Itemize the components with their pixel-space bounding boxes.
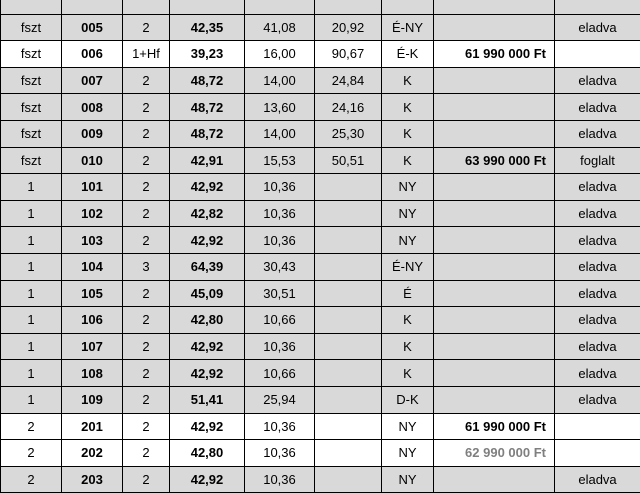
garden-cell: [315, 174, 382, 201]
unit-number-cell: 005: [62, 14, 123, 41]
orientation-cell: É-NY: [382, 253, 434, 280]
unit-number-cell: 201: [62, 413, 123, 440]
area-cell: 42,80: [170, 440, 245, 467]
floor-cell: 2: [1, 466, 62, 493]
price-cell: [434, 0, 555, 14]
orientation-cell: NY: [382, 200, 434, 227]
price-cell: 62 990 000 Ft: [434, 440, 555, 467]
status-cell: eladva: [555, 360, 640, 387]
garden-cell: 25,30: [315, 120, 382, 147]
price-cell: [434, 253, 555, 280]
rooms-cell: 3: [123, 253, 170, 280]
terrace-cell: 10,36: [245, 440, 315, 467]
garden-cell: [315, 386, 382, 413]
floor-cell: 1: [1, 360, 62, 387]
floor-cell: 1: [1, 200, 62, 227]
floor-cell: fszt: [1, 120, 62, 147]
garden-cell: [315, 413, 382, 440]
table-row: [1, 147, 640, 174]
price-cell: 61 990 000 Ft: [434, 413, 555, 440]
unit-number-cell: [62, 0, 123, 14]
rooms-cell: 2: [123, 466, 170, 493]
status-cell: eladva: [555, 120, 640, 147]
table-row: [1, 227, 640, 254]
table-row: [1, 440, 640, 467]
status-cell: eladva: [555, 14, 640, 41]
orientation-cell: K: [382, 94, 434, 121]
unit-number-cell: 104: [62, 253, 123, 280]
table-row: [1, 413, 640, 440]
garden-cell: [315, 253, 382, 280]
area-cell: 48,72: [170, 94, 245, 121]
rooms-cell: 2: [123, 440, 170, 467]
floor-cell: 1: [1, 386, 62, 413]
garden-cell: [315, 360, 382, 387]
garden-cell: 50,51: [315, 147, 382, 174]
status-cell: eladva: [555, 466, 640, 493]
unit-number-cell: 102: [62, 200, 123, 227]
floor-cell: [1, 0, 62, 14]
rooms-cell: 1+Hf: [123, 41, 170, 68]
terrace-cell: 10,36: [245, 174, 315, 201]
floor-cell: 1: [1, 307, 62, 334]
unit-number-cell: 007: [62, 67, 123, 94]
garden-cell: [315, 0, 382, 14]
table-row: [1, 280, 640, 307]
garden-cell: [315, 307, 382, 334]
status-cell: [555, 0, 640, 14]
orientation-cell: K: [382, 333, 434, 360]
orientation-cell: NY: [382, 227, 434, 254]
price-cell: [434, 67, 555, 94]
terrace-cell: 10,66: [245, 307, 315, 334]
orientation-cell: [382, 0, 434, 14]
status-cell: eladva: [555, 227, 640, 254]
rooms-cell: 2: [123, 14, 170, 41]
area-cell: 42,82: [170, 200, 245, 227]
garden-cell: [315, 280, 382, 307]
price-cell: 61 990 000 Ft: [434, 41, 555, 68]
price-cell: [434, 466, 555, 493]
orientation-cell: NY: [382, 413, 434, 440]
floor-cell: fszt: [1, 147, 62, 174]
orientation-cell: K: [382, 307, 434, 334]
table-row: [1, 94, 640, 121]
unit-number-cell: 109: [62, 386, 123, 413]
floor-cell: 2: [1, 440, 62, 467]
area-cell: 51,41: [170, 386, 245, 413]
table-row: [1, 386, 640, 413]
garden-cell: [315, 227, 382, 254]
price-cell: [434, 94, 555, 121]
status-cell: [555, 41, 640, 68]
rooms-cell: 2: [123, 333, 170, 360]
table-row: [1, 307, 640, 334]
terrace-cell: 30,51: [245, 280, 315, 307]
orientation-cell: K: [382, 120, 434, 147]
price-cell: [434, 14, 555, 41]
terrace-cell: 41,08: [245, 14, 315, 41]
garden-cell: 24,84: [315, 67, 382, 94]
unit-number-cell: 101: [62, 174, 123, 201]
rooms-cell: 2: [123, 200, 170, 227]
terrace-cell: 10,36: [245, 227, 315, 254]
terrace-cell: 10,36: [245, 413, 315, 440]
table-row: [1, 174, 640, 201]
area-cell: [170, 0, 245, 14]
terrace-cell: 15,53: [245, 147, 315, 174]
floor-cell: 2: [1, 413, 62, 440]
unit-number-cell: 105: [62, 280, 123, 307]
status-cell: eladva: [555, 307, 640, 334]
terrace-cell: 16,00: [245, 41, 315, 68]
area-cell: 64,39: [170, 253, 245, 280]
floor-cell: 1: [1, 253, 62, 280]
rooms-cell: 2: [123, 67, 170, 94]
units-table-body: [1, 0, 640, 493]
terrace-cell: 14,00: [245, 67, 315, 94]
orientation-cell: NY: [382, 440, 434, 467]
price-cell: [434, 333, 555, 360]
price-cell: [434, 174, 555, 201]
area-cell: 42,92: [170, 466, 245, 493]
terrace-cell: 30,43: [245, 253, 315, 280]
orientation-cell: É: [382, 280, 434, 307]
unit-number-cell: 006: [62, 41, 123, 68]
garden-cell: 90,67: [315, 41, 382, 68]
table-row: [1, 41, 640, 68]
table-row: [1, 67, 640, 94]
area-cell: 42,92: [170, 174, 245, 201]
area-cell: 48,72: [170, 67, 245, 94]
status-cell: [555, 440, 640, 467]
area-cell: 42,92: [170, 333, 245, 360]
unit-number-cell: 010: [62, 147, 123, 174]
table-row: [1, 0, 640, 14]
orientation-cell: NY: [382, 466, 434, 493]
rooms-cell: 2: [123, 386, 170, 413]
table-row: [1, 253, 640, 280]
terrace-cell: 25,94: [245, 386, 315, 413]
status-cell: eladva: [555, 253, 640, 280]
unit-number-cell: 107: [62, 333, 123, 360]
unit-number-cell: 202: [62, 440, 123, 467]
status-cell: eladva: [555, 200, 640, 227]
floor-cell: fszt: [1, 41, 62, 68]
garden-cell: [315, 333, 382, 360]
unit-number-cell: 203: [62, 466, 123, 493]
terrace-cell: 10,36: [245, 333, 315, 360]
area-cell: 42,80: [170, 307, 245, 334]
table-row: [1, 466, 640, 493]
terrace-cell: [245, 0, 315, 14]
rooms-cell: 2: [123, 227, 170, 254]
orientation-cell: NY: [382, 174, 434, 201]
unit-number-cell: 009: [62, 120, 123, 147]
table-row: [1, 333, 640, 360]
terrace-cell: 10,36: [245, 466, 315, 493]
rooms-cell: [123, 0, 170, 14]
price-cell: [434, 120, 555, 147]
rooms-cell: 2: [123, 147, 170, 174]
price-cell: [434, 200, 555, 227]
status-cell: eladva: [555, 280, 640, 307]
price-cell: [434, 280, 555, 307]
rooms-cell: 2: [123, 94, 170, 121]
garden-cell: [315, 440, 382, 467]
unit-number-cell: 108: [62, 360, 123, 387]
orientation-cell: K: [382, 67, 434, 94]
floor-cell: 1: [1, 333, 62, 360]
rooms-cell: 2: [123, 307, 170, 334]
terrace-cell: 14,00: [245, 120, 315, 147]
area-cell: 42,35: [170, 14, 245, 41]
rooms-cell: 2: [123, 174, 170, 201]
price-cell: [434, 386, 555, 413]
floor-cell: fszt: [1, 67, 62, 94]
status-cell: [555, 413, 640, 440]
rooms-cell: 2: [123, 120, 170, 147]
price-cell: [434, 360, 555, 387]
floor-cell: fszt: [1, 94, 62, 121]
terrace-cell: 10,66: [245, 360, 315, 387]
table-row: [1, 120, 640, 147]
table-row: [1, 14, 640, 41]
floor-cell: 1: [1, 174, 62, 201]
area-cell: 39,23: [170, 41, 245, 68]
price-cell: [434, 307, 555, 334]
area-cell: 42,92: [170, 413, 245, 440]
unit-number-cell: 103: [62, 227, 123, 254]
area-cell: 42,91: [170, 147, 245, 174]
orientation-cell: K: [382, 147, 434, 174]
status-cell: foglalt: [555, 147, 640, 174]
garden-cell: 20,92: [315, 14, 382, 41]
terrace-cell: 10,36: [245, 200, 315, 227]
status-cell: eladva: [555, 386, 640, 413]
garden-cell: [315, 200, 382, 227]
area-cell: 42,92: [170, 227, 245, 254]
price-cell: 63 990 000 Ft: [434, 147, 555, 174]
orientation-cell: K: [382, 360, 434, 387]
unit-number-cell: 008: [62, 94, 123, 121]
floor-cell: 1: [1, 227, 62, 254]
area-cell: 42,92: [170, 360, 245, 387]
garden-cell: 24,16: [315, 94, 382, 121]
status-cell: eladva: [555, 333, 640, 360]
price-cell: [434, 227, 555, 254]
status-cell: eladva: [555, 67, 640, 94]
area-cell: 45,09: [170, 280, 245, 307]
table-row: [1, 360, 640, 387]
unit-number-cell: 106: [62, 307, 123, 334]
orientation-cell: É-NY: [382, 14, 434, 41]
floor-cell: 1: [1, 280, 62, 307]
terrace-cell: 13,60: [245, 94, 315, 121]
rooms-cell: 2: [123, 413, 170, 440]
floor-cell: fszt: [1, 14, 62, 41]
garden-cell: [315, 466, 382, 493]
orientation-cell: É-K: [382, 41, 434, 68]
status-cell: eladva: [555, 174, 640, 201]
area-cell: 48,72: [170, 120, 245, 147]
status-cell: eladva: [555, 94, 640, 121]
rooms-cell: 2: [123, 360, 170, 387]
orientation-cell: D-K: [382, 386, 434, 413]
rooms-cell: 2: [123, 280, 170, 307]
table-row: [1, 200, 640, 227]
